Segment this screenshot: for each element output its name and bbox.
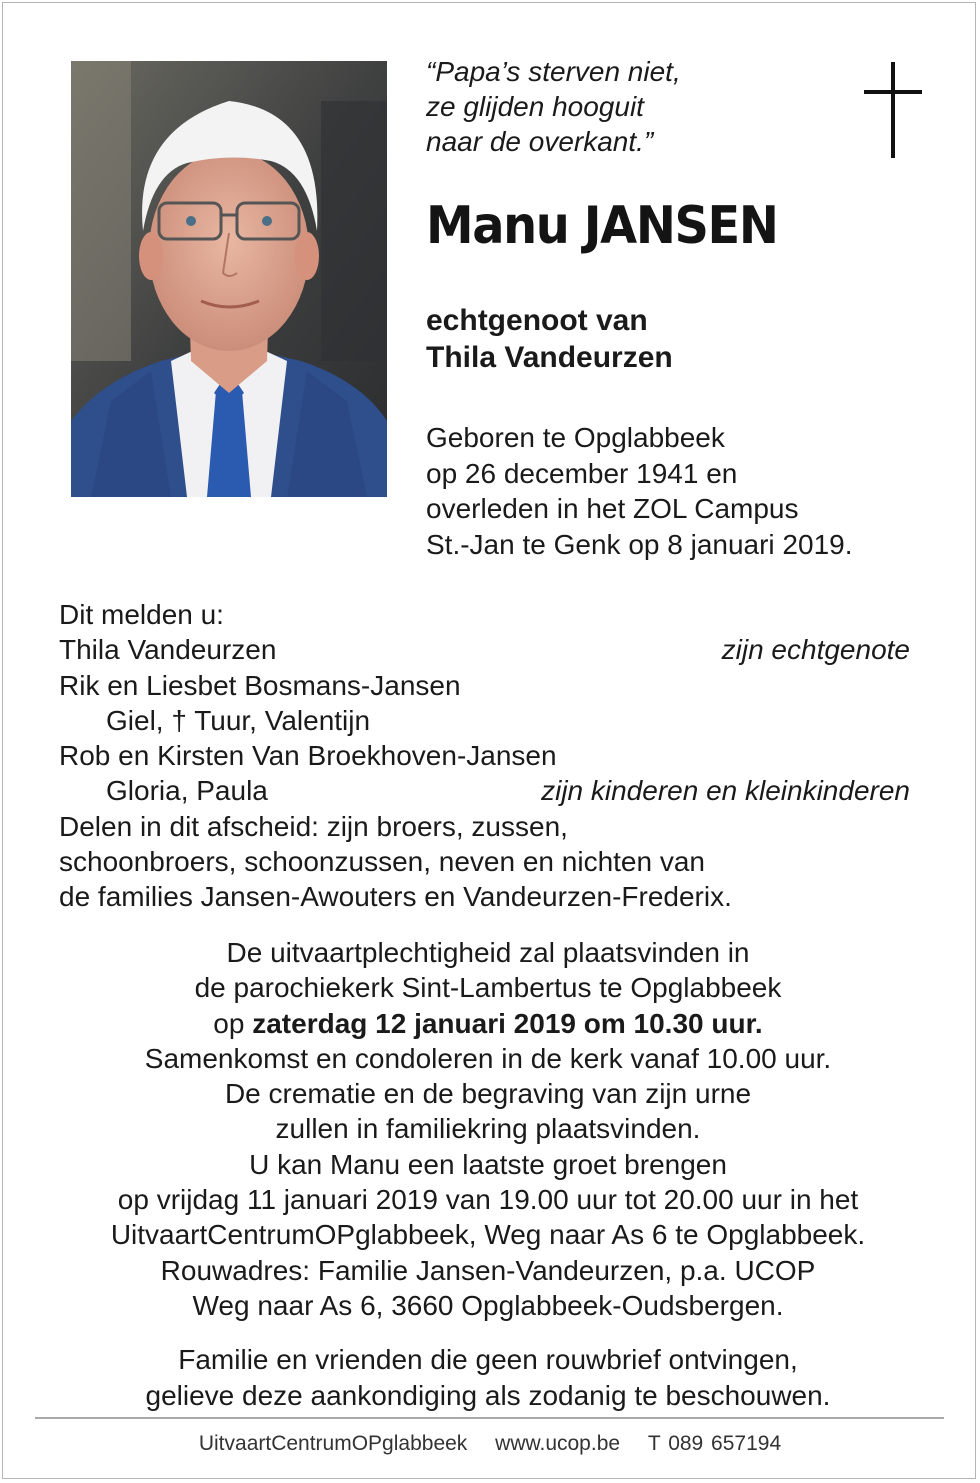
- share-line: schoonbroers, schoonzussen, neven en nichten van: [59, 846, 705, 878]
- closing-line: Familie en vrienden die geen rouwbrief ontvingen,: [178, 1344, 798, 1375]
- share-line: Delen in dit afscheid: zijn broers, zussen,: [59, 810, 568, 842]
- footer: [0, 1430, 980, 1458]
- ceremony-line: op vrijdag 11 januari 2019 van 19.00 uur tot 20.00 uur in het: [117, 1184, 859, 1216]
- share-line: de families Jansen-Awouters en Vandeurzen-Frederix.: [59, 881, 732, 913]
- ceremony-date-prefix: op: [213, 1007, 245, 1039]
- mourner-row: [59, 703, 919, 738]
- deceased-name: Manu JANSEN: [426, 196, 778, 256]
- cross-icon: [864, 62, 922, 158]
- ceremony-line: De uitvaartplechtigheid zal plaatsvinden in: [226, 937, 750, 968]
- ceremony-date: zaterdag 12 januari 2019 om 10.30 uur.: [252, 1007, 763, 1039]
- quote-line: naar de overkant.”: [426, 126, 654, 157]
- mourner-name: Rik en Liesbet Bosmans-Jansen: [59, 669, 461, 701]
- mourner-row: [59, 738, 919, 773]
- quote-line: “Papa’s sterven niet,: [426, 56, 681, 87]
- mourner-relation: zijn echtgenote: [721, 634, 910, 666]
- ceremony-line: De crematie en de begraving van zijn urne: [224, 1078, 752, 1110]
- mourner-name: Gloria, Paula: [106, 775, 268, 807]
- spouse-line: Thila Vandeurzen: [426, 341, 673, 374]
- ceremony-line: zullen in familiekring plaatsvinden.: [275, 1113, 701, 1145]
- mourning-address: Rouwadres: Familie Jansen-Vandeurzen, p.a. UCOP: [160, 1254, 816, 1286]
- birth-line: op 26 december 1941 en: [426, 457, 738, 489]
- death-line: overleden in het ZOL Campus: [426, 493, 799, 524]
- birth-line: Geboren te Opglabbeek: [426, 422, 725, 453]
- ceremony-details: [40, 935, 936, 1323]
- closing-line: gelieve deze aankondiging als zodanig te beschouwen.: [145, 1379, 831, 1411]
- mourner-relation: zijn kinderen en kleinkinderen: [541, 775, 910, 807]
- ceremony-date-line: [40, 1006, 936, 1041]
- mourners-intro: Dit melden u:: [59, 599, 224, 630]
- footer-company: UitvaartCentrumOPglabbeek: [198, 1432, 468, 1455]
- mourner-row: [59, 773, 919, 808]
- ceremony-line: U kan Manu een laatste groet brengen: [249, 1148, 727, 1180]
- footer-divider: [35, 1417, 944, 1419]
- quote-line: ze glijden hooguit: [426, 91, 644, 122]
- mourner-name: Thila Vandeurzen: [59, 634, 277, 666]
- ceremony-line: UitvaartCentrumOPglabbeek, Weg naar As 6 te Opglabbeek.: [110, 1219, 866, 1251]
- closing-note: [40, 1342, 936, 1413]
- ceremony-line: Samenkomst en condoleren in de kerk vanaf 10.00 uur.: [144, 1042, 832, 1074]
- footer-website[interactable]: www.ucop.be: [495, 1432, 621, 1455]
- mourning-address: Weg naar As 6, 3660 Opglabbeek-Oudsbergen.: [192, 1289, 784, 1321]
- footer-phone: T 089 657194: [647, 1432, 782, 1455]
- mourner-row: [59, 668, 919, 703]
- mourner-row: [59, 632, 919, 667]
- mourners-list: [59, 597, 919, 915]
- spouse-info: [426, 302, 673, 376]
- mourner-name: Rob en Kirsten Van Broekhoven-Jansen: [59, 740, 557, 772]
- epitaph-quote: [426, 54, 826, 159]
- mourner-name: Giel, † Tuur, Valentijn: [106, 704, 371, 736]
- death-line: St.-Jan te Genk op 8 januari 2019.: [426, 528, 853, 560]
- portrait-photo: [71, 61, 387, 497]
- birth-death-info: [426, 420, 946, 562]
- spouse-line: echtgenoot van: [426, 304, 648, 337]
- ceremony-line: de parochiekerk Sint-Lambertus te Opglabbeek: [194, 972, 782, 1004]
